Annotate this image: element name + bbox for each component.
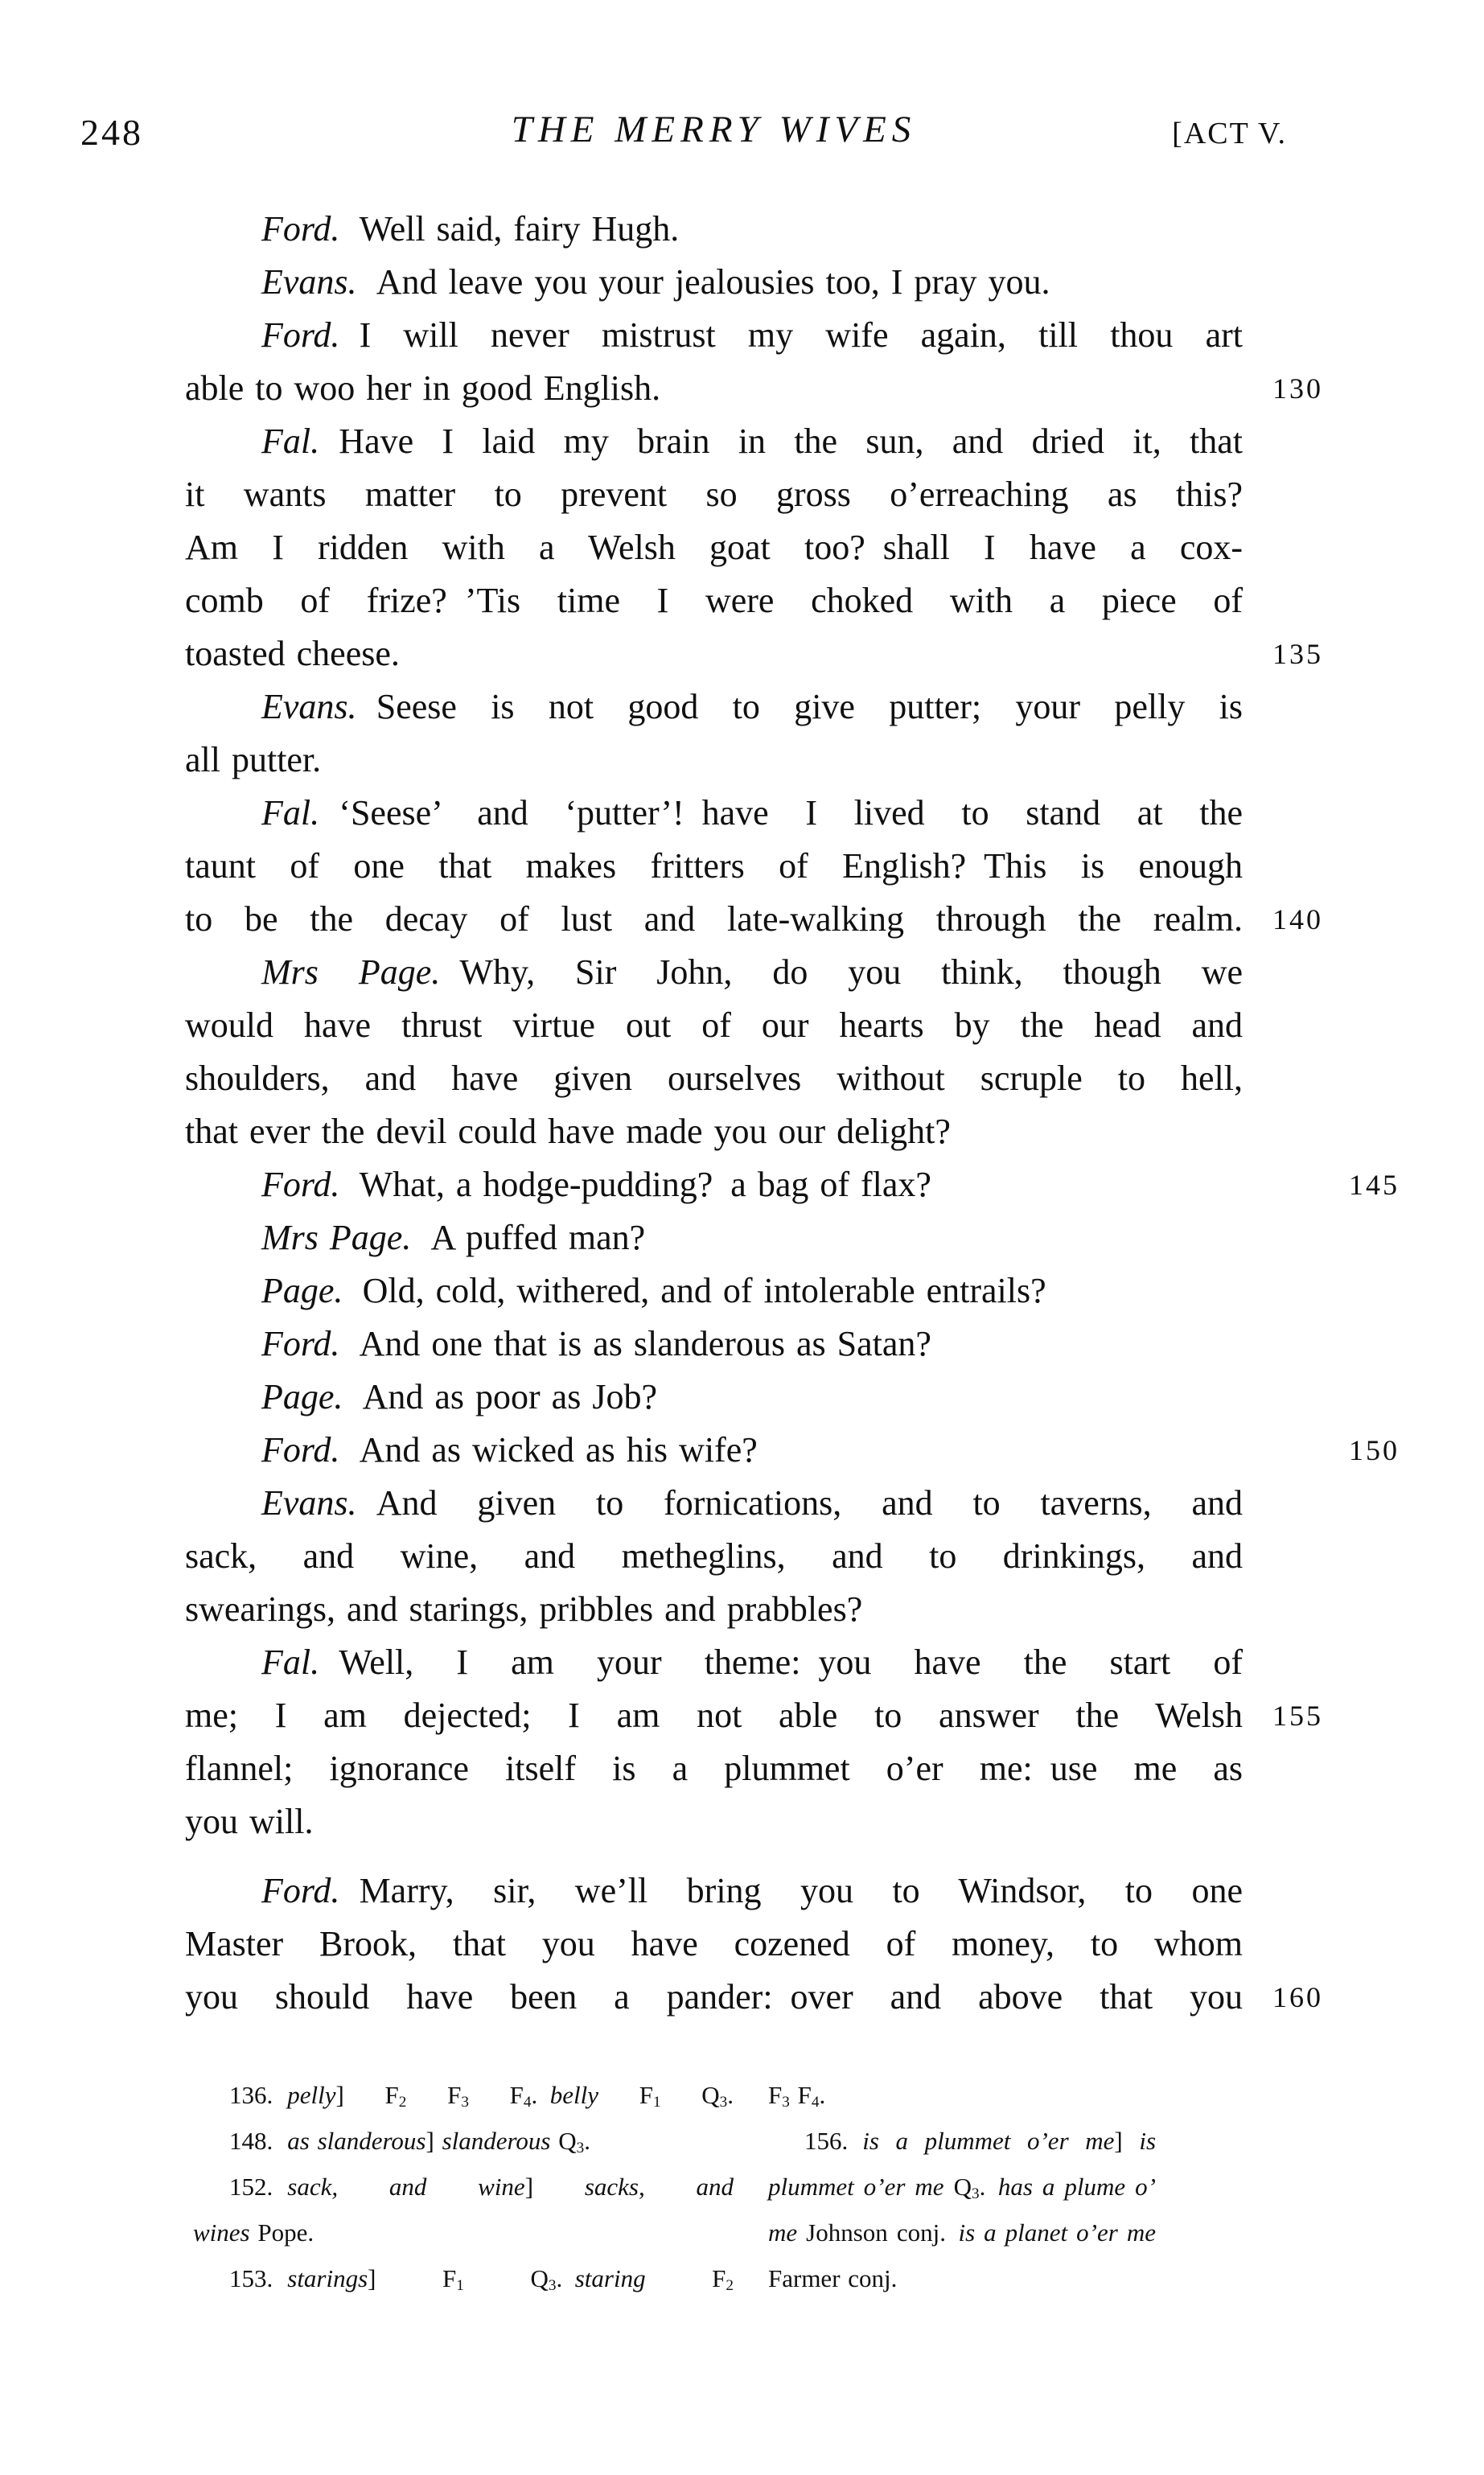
dialogue-text: Fal. ‘Seese’ and ‘putter’! have I lived to stand at the bbox=[261, 793, 1243, 833]
dialogue-text: Am I ridden with a Welsh goat too? shall I have a cox- bbox=[185, 528, 1243, 567]
speaker-name: Ford. bbox=[261, 1871, 340, 1910]
footnote-segment: 2 bbox=[726, 2277, 734, 2295]
footnote-segment: 2 bbox=[398, 2094, 407, 2111]
footnote-segment: starings bbox=[287, 2264, 368, 2292]
footnote-ref-number: 136. bbox=[229, 2081, 273, 2109]
play-text-block bbox=[185, 203, 1400, 2024]
footnote-ref-number: 152. bbox=[229, 2173, 273, 2201]
footnote-segment: belly bbox=[549, 2081, 598, 2109]
footnote-line bbox=[193, 2210, 734, 2255]
speaker-name: Page. bbox=[261, 1271, 343, 1310]
footnote-ref-number: 153. bbox=[229, 2264, 273, 2292]
dialogue-line bbox=[185, 1530, 1243, 1583]
dialogue-line bbox=[185, 1583, 1243, 1636]
dialogue-text: Mrs Page. Why, Sir John, do you think, though we bbox=[261, 952, 1243, 992]
speaker-name: Mrs Page. bbox=[261, 952, 441, 992]
dialogue-text: flannel; ignorance itself is a plummet o’er me: use me as bbox=[185, 1749, 1243, 1788]
footnote-segment: Pope. bbox=[249, 2218, 314, 2247]
footnote-segment: 3 bbox=[548, 2277, 557, 2295]
footnote-segment: is a plummet o’er me bbox=[862, 2127, 1115, 2155]
dialogue-line bbox=[185, 256, 1243, 309]
footnote-segment: has a plume o’ bbox=[997, 2173, 1157, 2201]
footnote-segment: staring bbox=[574, 2264, 646, 2292]
dialogue-line bbox=[185, 1477, 1243, 1530]
dialogue-line bbox=[185, 787, 1243, 840]
footnote-line bbox=[768, 2072, 1156, 2118]
speaker-name: Fal. bbox=[261, 793, 320, 833]
dialogue-text: swearings, and starings, pribbles and prabbles? bbox=[185, 1589, 863, 1629]
dialogue-line bbox=[185, 468, 1243, 521]
footnote-segment: slanderous bbox=[442, 2127, 551, 2155]
dialogue-line bbox=[185, 1211, 1243, 1264]
footnote-line bbox=[768, 2210, 1156, 2255]
line-number: 160 bbox=[1272, 1981, 1323, 2013]
footnote-segment: is bbox=[1139, 2127, 1157, 2155]
line-number: 150 bbox=[1349, 1434, 1400, 1466]
footnote-segment: Farmer conj. bbox=[768, 2264, 898, 2292]
footnote-line bbox=[768, 2255, 1156, 2301]
footnote-segment: . bbox=[584, 2127, 590, 2155]
dialogue-line bbox=[185, 893, 1323, 946]
dialogue-text: Master Brook, that you have cozened of money, to whom bbox=[185, 1924, 1243, 1963]
footnote-segment: F bbox=[468, 2081, 524, 2109]
speaker-name: Fal. bbox=[261, 421, 320, 461]
footnote-segment: F bbox=[645, 2264, 726, 2292]
dialogue-line bbox=[185, 309, 1243, 362]
footnotes-left-column bbox=[193, 2072, 734, 2301]
speaker-name: Fal. bbox=[261, 1642, 320, 1682]
dialogue-line bbox=[185, 1318, 1243, 1371]
footnote-segment: sacks, and bbox=[584, 2173, 734, 2201]
dialogue-line bbox=[185, 1052, 1243, 1105]
line-number: 145 bbox=[1349, 1169, 1400, 1201]
page-number: 248 bbox=[80, 112, 143, 153]
line-number: 155 bbox=[1272, 1700, 1323, 1732]
dialogue-text: it wants matter to prevent so gross o’erreaching as this? bbox=[185, 475, 1243, 514]
footnote-segment: 4 bbox=[811, 2094, 820, 2111]
dialogue-text: Evans. And leave you your jealousies too, I pray you. bbox=[261, 262, 1050, 302]
dialogue-text: to be the decay of lust and late-walking through the realm. bbox=[185, 899, 1243, 939]
line-number: 140 bbox=[1272, 903, 1323, 935]
footnote-line bbox=[193, 2118, 734, 2164]
footnote-segment: 3 bbox=[719, 2094, 728, 2111]
dialogue-text: you will. bbox=[185, 1802, 314, 1841]
footnotes-right-column bbox=[768, 2072, 1156, 2301]
footnote-segment: 3 bbox=[576, 2140, 585, 2157]
dialogue-text: you should have been a pander: over and above that you bbox=[185, 1977, 1243, 2017]
speaker-name: Ford. bbox=[261, 1165, 340, 1204]
footnote-segment: F bbox=[789, 2081, 812, 2109]
dialogue-text: Fal. Well, I am your theme: you have the start of bbox=[261, 1642, 1243, 1682]
footnote-segment: 3 bbox=[461, 2094, 469, 2111]
dialogue-line bbox=[185, 203, 1243, 256]
dialogue-line bbox=[185, 1105, 1243, 1158]
footnote-segment: F bbox=[768, 2081, 783, 2109]
footnote-segment: plummet o’er me bbox=[768, 2173, 944, 2201]
dialogue-text: Ford. And as wicked as his wife? bbox=[261, 1430, 758, 1470]
dialogue-line bbox=[185, 1971, 1323, 2024]
dialogue-line bbox=[185, 521, 1243, 574]
dialogue-line bbox=[185, 1424, 1400, 1477]
dialogue-text: Evans. Seese is not good to give putter; your pelly is bbox=[261, 687, 1243, 726]
line-number: 130 bbox=[1272, 372, 1323, 405]
footnote-segment: ] bbox=[425, 2127, 442, 2155]
footnote-segment: Q bbox=[463, 2264, 549, 2292]
footnote-ref-number: 148. bbox=[229, 2127, 273, 2155]
footnote-line bbox=[193, 2164, 734, 2210]
footnote-segment: Q bbox=[550, 2127, 577, 2155]
dialogue-line bbox=[185, 574, 1243, 627]
dialogue-text: sack, and wine, and metheglins, and to drinkings, and bbox=[185, 1536, 1243, 1576]
footnote-segment: is a planet o’er me bbox=[958, 2218, 1156, 2247]
footnote-segment: Q bbox=[660, 2081, 720, 2109]
footnote-line bbox=[193, 2255, 734, 2301]
dialogue-line bbox=[185, 840, 1243, 893]
footnote-line bbox=[193, 2072, 734, 2118]
dialogue-line bbox=[185, 680, 1243, 734]
dialogue-text: toasted cheese. bbox=[185, 634, 400, 673]
speaker-name: Mrs Page. bbox=[261, 1218, 412, 1257]
footnote-segment: me bbox=[768, 2218, 798, 2247]
act-marker: [ACT V. bbox=[1172, 117, 1287, 150]
running-title: THE MERRY WIVES bbox=[511, 109, 917, 150]
dialogue-text: taunt of one that makes fritters of English? This is enough bbox=[185, 846, 1243, 886]
dialogue-line bbox=[185, 1636, 1243, 1689]
footnote-segment: . bbox=[727, 2081, 734, 2109]
footnote-segment: wines bbox=[193, 2218, 250, 2247]
dialogue-text: shoulders, and have given ourselves without scruple to hell, bbox=[185, 1059, 1243, 1098]
footnote-segment: Johnson conj. bbox=[797, 2218, 959, 2247]
footnote-segment: ] bbox=[1114, 2127, 1140, 2155]
dialogue-text: would have thrust virtue out of our hearts by the head and bbox=[185, 1005, 1243, 1045]
footnote-segment: . bbox=[979, 2173, 998, 2201]
footnote-segment: . bbox=[531, 2081, 550, 2109]
dialogue-text: Fal. Have I laid my brain in the sun, and dried it, that bbox=[261, 421, 1243, 461]
speaker-name: Ford. bbox=[261, 315, 340, 355]
dialogue-line bbox=[185, 1795, 1243, 1848]
dialogue-text: Page. Old, cold, withered, and of intolerable entrails? bbox=[261, 1271, 1046, 1310]
dialogue-line bbox=[185, 1371, 1243, 1424]
footnote-segment: F bbox=[406, 2081, 462, 2109]
line-number: 135 bbox=[1272, 638, 1323, 670]
dialogue-text: me; I am dejected; I am not able to answer the Welsh bbox=[185, 1696, 1243, 1735]
speaker-name: Ford. bbox=[261, 1430, 340, 1470]
footnote-segment: . bbox=[819, 2081, 826, 2109]
dialogue-text: that ever the devil could have made you our delight? bbox=[185, 1112, 951, 1151]
footnote-segment: ] F bbox=[335, 2081, 399, 2109]
footnote-line bbox=[768, 2118, 1156, 2164]
dialogue-text: Ford. And one that is as slanderous as Satan? bbox=[261, 1324, 931, 1363]
footnote-segment: F bbox=[598, 2081, 653, 2109]
dialogue-line bbox=[185, 1864, 1243, 1918]
footnote-segment: pelly bbox=[287, 2081, 336, 2109]
speaker-name: Page. bbox=[261, 1377, 343, 1416]
speaker-name: Evans. bbox=[261, 1483, 357, 1523]
dialogue-text: Ford. I will never mistrust my wife again, till thou art bbox=[261, 315, 1243, 355]
footnote-segment: 3 bbox=[782, 2094, 790, 2111]
dialogue-text: Evans. And given to fornications, and to taverns, and bbox=[261, 1483, 1243, 1523]
dialogue-text: comb of frize? ’Tis time I were choked with a piece of bbox=[185, 581, 1243, 620]
footnote-ref-number: 156. bbox=[804, 2127, 849, 2155]
dialogue-text: Mrs Page. A puffed man? bbox=[261, 1218, 646, 1257]
footnote-segment: 3 bbox=[971, 2185, 980, 2203]
dialogue-text: Ford. Marry, sir, we’ll bring you to Windsor, to one bbox=[261, 1871, 1243, 1910]
dialogue-line bbox=[185, 1689, 1323, 1742]
dialogue-text: all putter. bbox=[185, 740, 322, 779]
dialogue-line bbox=[185, 734, 1243, 787]
dialogue-text: Ford. Well said, fairy Hugh. bbox=[261, 209, 680, 249]
dialogue-line bbox=[185, 362, 1323, 415]
speaker-name: Evans. bbox=[261, 687, 357, 726]
dialogue-text: Ford. What, a hodge-pudding? a bag of flax? bbox=[261, 1165, 931, 1204]
dialogue-text: Page. And as poor as Job? bbox=[261, 1377, 657, 1416]
speaker-name: Ford. bbox=[261, 209, 340, 249]
dialogue-line bbox=[185, 1264, 1243, 1318]
footnote-segment: 4 bbox=[523, 2094, 532, 2111]
footnote-segment: ] F bbox=[368, 2264, 457, 2292]
dialogue-line bbox=[185, 415, 1243, 468]
footnote-segment: ] bbox=[524, 2173, 585, 2201]
footnote-segment: 1 bbox=[652, 2094, 661, 2111]
speaker-name: Evans. bbox=[261, 262, 357, 302]
dialogue-line bbox=[185, 946, 1243, 999]
dialogue-line bbox=[185, 999, 1243, 1052]
footnote-line bbox=[768, 2164, 1156, 2210]
dialogue-text: able to woo her in good English. bbox=[185, 368, 661, 408]
footnote-segment: 1 bbox=[456, 2277, 464, 2295]
dialogue-line bbox=[185, 1918, 1243, 1971]
footnote-segment: Q bbox=[943, 2173, 972, 2201]
speaker-name: Ford. bbox=[261, 1324, 340, 1363]
dialogue-line bbox=[185, 627, 1323, 680]
dialogue-line bbox=[185, 1742, 1243, 1795]
footnote-segment: sack, and wine bbox=[287, 2173, 525, 2201]
footnote-segment: as slanderous bbox=[287, 2127, 426, 2155]
footnote-segment: . bbox=[556, 2264, 575, 2292]
dialogue-line bbox=[185, 1158, 1400, 1211]
